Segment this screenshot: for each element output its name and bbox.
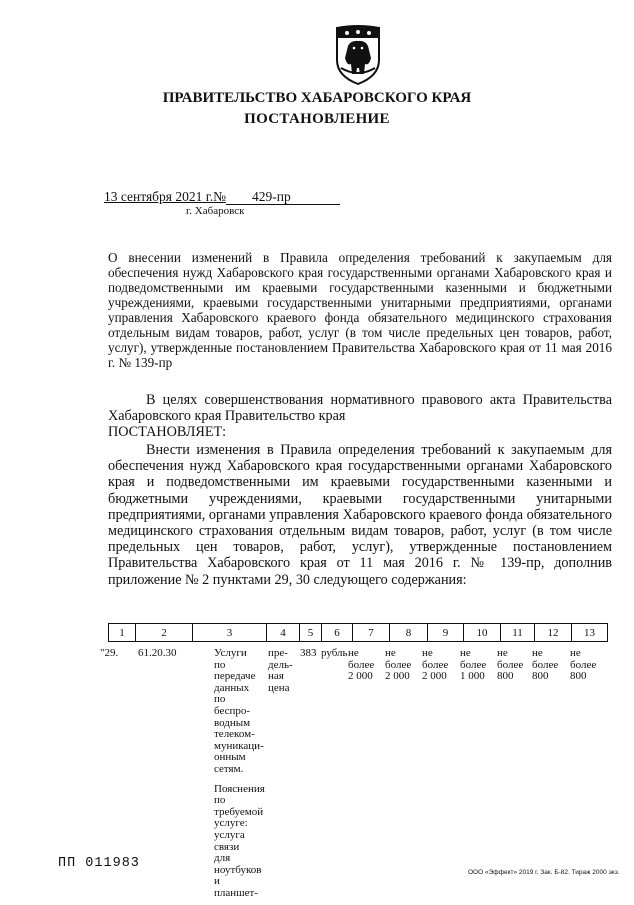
table-header-cell: 11: [501, 624, 535, 642]
preamble: [108, 392, 612, 441]
service-note-line: Пояснения: [214, 782, 265, 795]
service-name-line: по беспро-: [214, 693, 251, 717]
value-line: не: [422, 647, 433, 659]
value-cell: [532, 648, 558, 683]
coat-of-arms-emblem: [331, 24, 385, 86]
print-info: ООО «Эффект» 2019 г. Зак. Б-82. Тираж 2000 экз.: [468, 869, 620, 876]
value-cell: [385, 648, 411, 683]
value-line: не: [348, 647, 359, 659]
value-line: 2 000: [348, 670, 373, 683]
table-header-cell: 7: [353, 624, 390, 642]
characteristic-line: ная: [268, 670, 284, 683]
table-header-cell: 3: [193, 624, 267, 642]
table-header-cell: 12: [535, 624, 572, 642]
value-line: более: [532, 658, 559, 671]
document-date: 13 сентября 2021 г.: [104, 189, 214, 204]
service-note-line: связи для: [214, 840, 240, 865]
service-name-line: водным: [214, 716, 251, 729]
document-date-number: [104, 189, 340, 205]
characteristic-line: дель-: [268, 658, 293, 671]
service-note-line: услуга: [214, 828, 245, 841]
value-line: не: [532, 647, 543, 659]
value-cell: [348, 648, 374, 683]
characteristic-line: пре-: [268, 647, 288, 659]
preamble-text: В целях совершенствования нормативного правового акта Правительства Хабаровского края Правительство края: [108, 392, 612, 425]
resolution-text: Внести изменения в Правила определения требований к закупаемым для обеспечения нужд Хабаровского края государственными органами Хабаровского края и подведомственными им краевыми государственными казенными и бюджетными учреждениями, краевыми государственными унитарными предприятиями, органами управления Хабаровского краевого фонда обязательного медицинского страхования отдельным видам товаров, работ, услуг (в том числе предельных цен товаров, работ, услуг), утвержденные постановлением Правительства Хабаровского края от 11 мая 2016 г. № 139-пр, дополнив приложение № 2 пунктами 29, 30 следующего содержания:: [108, 442, 612, 588]
value-cell: [570, 648, 596, 683]
value-line: не: [497, 647, 508, 659]
table-header-cell: 5: [300, 624, 322, 642]
document-number: 429-пр: [226, 190, 340, 205]
service-note-line: требуемой: [214, 805, 264, 818]
value-line: 1 000: [460, 670, 485, 683]
table-header-cell: 6: [322, 624, 353, 642]
document-subject: О внесении изменений в Правила определения требований к закупаемым для обеспечения нужд Хабаровского края государственными органами Хабаровского края и подведомственными им краевыми государственными казенными и бюджетными учреждениями, краевыми государственными унитарными предприятиями, органами управления Хабаровского краевого фонда обязательного медицинского страхования отдельным видам товаров, работ, услуг (в том числе предельных цен товаров, работ, услуг), утвержденные постановлением Правительства Хабаровского края от 11 мая 2016 г. № 139-пр: [108, 250, 612, 370]
value-line: не: [460, 647, 471, 659]
service-note-line: по: [214, 794, 226, 807]
okpd2-code: 61.20.30: [138, 647, 177, 659]
service-name-line: Услуги по: [214, 647, 247, 671]
unit-name: рубль: [321, 647, 348, 659]
resolves-heading: ПОСТАНОВЛЯЕТ:: [108, 424, 227, 441]
value-line: 800: [570, 670, 587, 683]
value-line: более: [385, 658, 412, 671]
government-title: ПРАВИТЕЛЬСТВО ХАБАРОВСКОГО КРАЯ: [162, 90, 472, 106]
service-name-line: данных: [214, 681, 250, 694]
value-line: более: [570, 658, 597, 671]
table-header-cell: 8: [390, 624, 428, 642]
value-line: не: [385, 647, 396, 659]
value-line: не: [570, 647, 581, 659]
document-type: ПОСТАНОВЛЕНИЕ: [244, 111, 390, 127]
value-line: 2 000: [385, 670, 410, 683]
service-note-line: и планшет-: [214, 875, 258, 899]
value-line: 800: [532, 670, 549, 683]
table-header-cell: 9: [428, 624, 464, 642]
value-line: более: [348, 658, 375, 671]
service-name-line: телеком-: [214, 728, 255, 741]
value-line: 800: [497, 670, 514, 683]
service-name: [214, 647, 265, 899]
table-header-cell: 1: [109, 624, 136, 642]
form-code: ПП 011983: [58, 856, 140, 871]
value-line: более: [460, 658, 487, 671]
value-line: более: [422, 658, 449, 671]
service-name-line: муникаци-: [214, 739, 264, 752]
table-header-cell: 2: [136, 624, 193, 642]
service-note-line: услуге:: [214, 817, 248, 830]
value-cell: [422, 648, 448, 683]
value-line: 2 000: [422, 670, 447, 683]
value-cell: [497, 648, 523, 683]
row-number: "29.: [100, 647, 119, 659]
service-name-line: передаче: [214, 670, 256, 683]
characteristic: [268, 648, 293, 694]
service-name-line: онным: [214, 751, 246, 764]
value-cell: [460, 648, 486, 683]
service-note-line: ноутбуков: [214, 863, 262, 876]
table-header-cell: 13: [572, 624, 608, 642]
service-name-line: сетям.: [214, 762, 244, 775]
table-header-cell: 10: [464, 624, 501, 642]
requirements-table-header: [108, 623, 608, 642]
characteristic-line: цена: [268, 681, 290, 694]
okei-code: 383: [300, 647, 317, 659]
table-header-cell: 4: [267, 624, 300, 642]
value-line: более: [497, 658, 524, 671]
number-sign: №: [213, 189, 227, 204]
document-city: г. Хабаровск: [186, 205, 245, 217]
